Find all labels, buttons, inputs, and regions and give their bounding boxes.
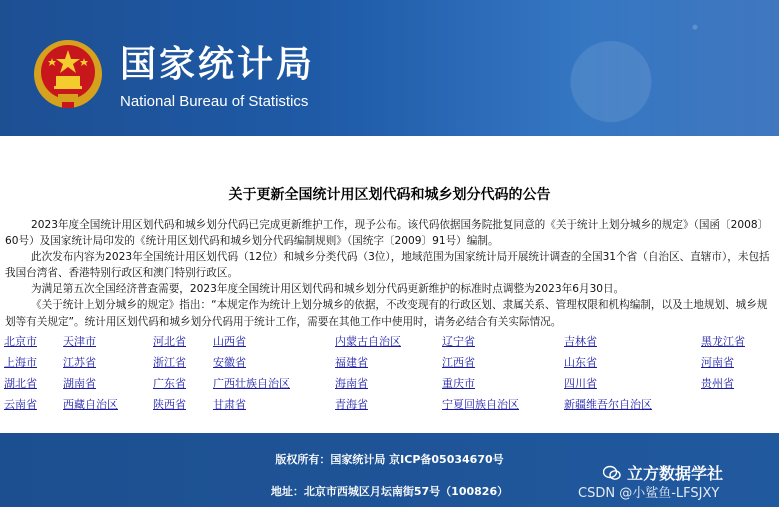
national-emblem-icon xyxy=(32,36,104,112)
wechat-icon xyxy=(603,465,621,481)
province-link-xinjiang[interactable]: 新疆维吾尔自治区 xyxy=(564,398,652,411)
notice-paragraph: 2023年度全国统计用区划代码和城乡划分代码已完成更新维护工作，现予公布。该代码依据国务院批复同意的《关于统计上划分城乡的规定》（国函〔2008〕60号）及国家统计局印发的《统计用区划代码和城乡划分代码编制规则》（国统字〔2009〕91号）编制。 xyxy=(5,219,769,248)
province-link-liaoning[interactable]: 辽宁省 xyxy=(442,335,475,348)
province-link-henan[interactable]: 河南省 xyxy=(701,356,734,369)
province-link-shandong[interactable]: 山东省 xyxy=(564,356,597,369)
notice-title: 关于更新全国统计用区划代码和城乡划分代码的公告 xyxy=(228,187,551,203)
province-link-neimenggu[interactable]: 内蒙古自治区 xyxy=(335,335,401,348)
header-decoration xyxy=(359,0,779,136)
province-link-jiangxi[interactable]: 江西省 xyxy=(442,356,475,369)
province-link-guangdong[interactable]: 广东省 xyxy=(153,377,186,390)
footer-copyright: 版权所有：国家统计局 京ICP备05034670号 xyxy=(275,453,504,466)
site-title-english: National Bureau of Statistics xyxy=(120,93,309,110)
province-link-heilongjiang[interactable]: 黑龙江省 xyxy=(701,335,745,348)
watermark-credit: CSDN @小鲨鱼-LFSJXY xyxy=(578,486,720,501)
province-link-tianjin[interactable]: 天津市 xyxy=(63,335,96,348)
province-link-shanghai[interactable]: 上海市 xyxy=(4,356,37,369)
footer-address: 地址：北京市西城区月坛南街57号（100826） xyxy=(270,485,509,498)
province-link-ningxia[interactable]: 宁夏回族自治区 xyxy=(442,398,519,411)
province-link-shaanxi[interactable]: 陕西省 xyxy=(153,398,186,411)
notice-paragraph: 此次发布内容为2023年全国统计用区划代码（12位）和城乡分类代码（3位），地域范围为国家统计局开展统计调查的全国31个省（自治区、直辖市），未包括我国台湾省、香港特别行政区和澳门特别行政区。 xyxy=(5,251,770,280)
watermark-channel xyxy=(603,461,723,484)
province-link-gansu[interactable]: 甘肃省 xyxy=(213,398,246,411)
site-title-chinese: 国家统计局 xyxy=(120,44,316,85)
province-link-hebei[interactable]: 河北省 xyxy=(153,335,186,348)
province-link-guangxi[interactable]: 广西壮族自治区 xyxy=(213,377,290,390)
watermark-channel-name: 立方数据学社 xyxy=(627,464,724,483)
province-link-hainan[interactable]: 海南省 xyxy=(335,377,368,390)
notice-paragraph: 为满足第五次全国经济普查需要，2023年度全国统计用区划代码和城乡划分代码更新维护的标准时点调整为2023年6月30日。 xyxy=(31,283,625,296)
province-link-jiangsu[interactable]: 江苏省 xyxy=(63,356,96,369)
province-link-shanxi[interactable]: 山西省 xyxy=(213,335,246,348)
province-link-fujian[interactable]: 福建省 xyxy=(335,356,368,369)
province-link-beijing[interactable]: 北京市 xyxy=(4,335,37,348)
province-link-sichuan[interactable]: 四川省 xyxy=(564,377,597,390)
notice-body xyxy=(5,217,773,330)
province-link-yunnan[interactable]: 云南省 xyxy=(4,398,37,411)
province-link-hunan[interactable]: 湖南省 xyxy=(63,377,96,390)
province-link-grid xyxy=(0,333,779,413)
province-link-qinghai[interactable]: 青海省 xyxy=(335,398,368,411)
province-link-hubei[interactable]: 湖北省 xyxy=(4,377,37,390)
province-link-guizhou[interactable]: 贵州省 xyxy=(701,377,734,390)
province-link-zhejiang[interactable]: 浙江省 xyxy=(153,356,186,369)
site-header xyxy=(0,0,779,136)
province-link-xizang[interactable]: 西藏自治区 xyxy=(63,398,118,411)
province-link-chongqing[interactable]: 重庆市 xyxy=(442,377,475,390)
notice-paragraph: 《关于统计上划分城乡的规定》指出：“本规定作为统计上划分城乡的依据，不改变现有的行政区划、隶属关系、管理权限和机构编制，以及土地规划、城乡规划等有关规定”。统计用区划代码和城乡划分代码用于统计工作，需要在其他工作中使用时，请务必结合有关实际情况。 xyxy=(5,299,768,328)
province-link-jilin[interactable]: 吉林省 xyxy=(564,335,597,348)
province-link-anhui[interactable]: 安徽省 xyxy=(213,356,246,369)
